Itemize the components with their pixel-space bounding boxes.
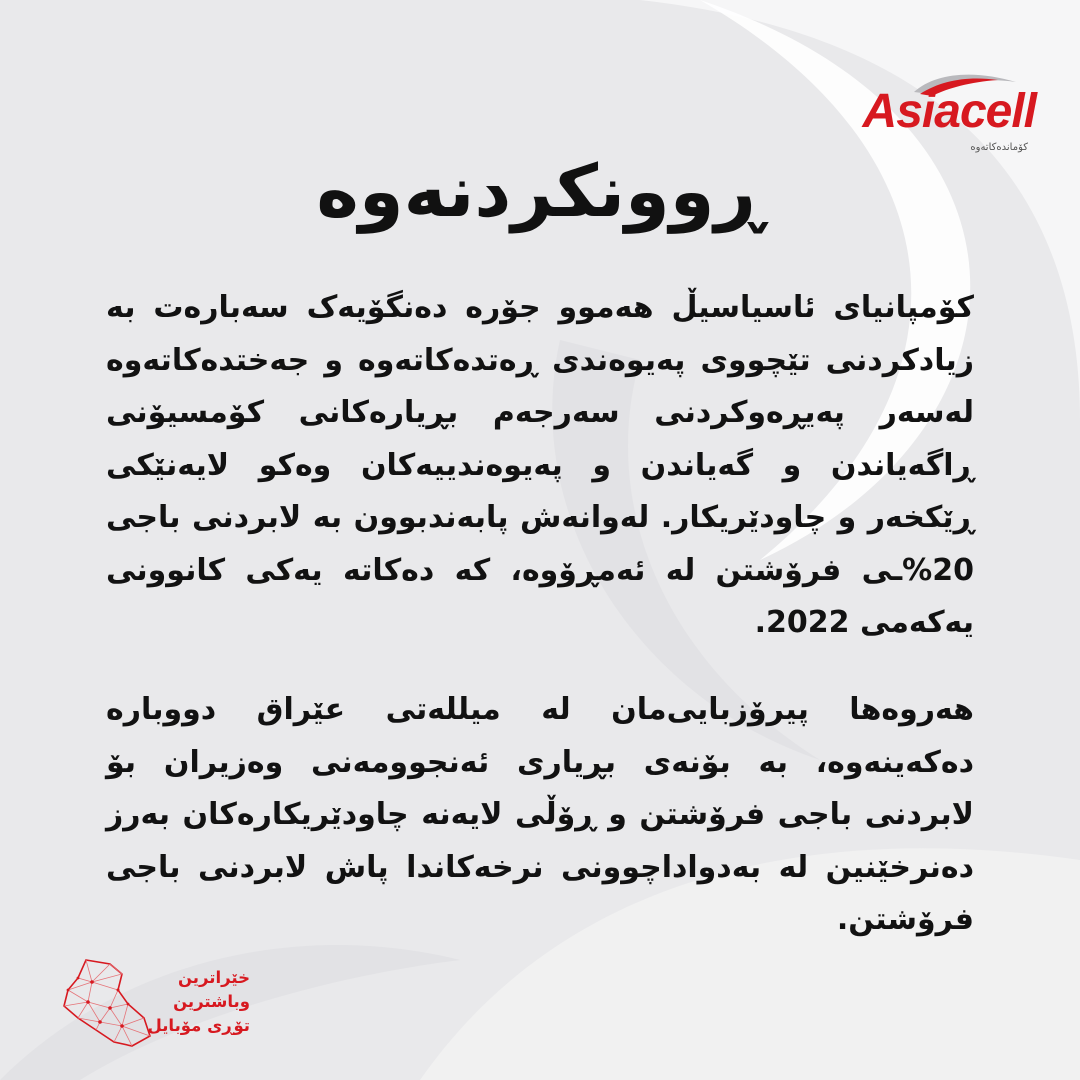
statement-paragraph-2: هەروەها پیرۆزبایی‌مان لە میللەتی عێراق دووبارە دەکەینەوە، بە بۆنەی بڕیاری ئەنجوومەنی وەزیران بۆ لابردنی باجی فرۆشتن و ڕۆڵی لایەنە چاودێریکارەکان بەرز دەنرخێنین لە بەدواداچوونی نرخەکاندا پاش لابردنی باجی فرۆشتن. (106, 692, 974, 937)
slogan-line-1: خێراترین (177, 968, 250, 987)
slogan-line-2: وباشترین (173, 992, 250, 1011)
slogan-line-3: تۆڕی مۆبایل (147, 1016, 250, 1035)
slogan (110, 966, 250, 1038)
brand-tagline: کۆماندەکاتەوە (970, 142, 1028, 153)
brand-logo (836, 68, 1036, 158)
brand-name: Asiacell (862, 85, 1036, 138)
page-title: ڕوونکردنەوە (316, 149, 764, 233)
statement-paragraph-1: کۆمپانیای ئاسیاسیڵ هەموو جۆرە دەنگۆیەک سەبارەت بە زیادکردنی تێچووی پەیوەندی ڕەتدەکاتەوە و جەختدەکاتەوە لەسەر پەیڕەوکردنی سەرجەم بڕیارەکانی کۆمسیۆنی ڕاگەیاندن و گەیاندن و پەیوەندییەکان وەکو لایەنێکی ڕێکخەر و چاودێریکار. لەوانەش پابەندبوون بە لابردنی باجی 20%ـی فرۆشتن لە ئەمڕۆوە، کە دەکاتە یەکی کانوونی یەکەمی 2022. (106, 290, 974, 640)
